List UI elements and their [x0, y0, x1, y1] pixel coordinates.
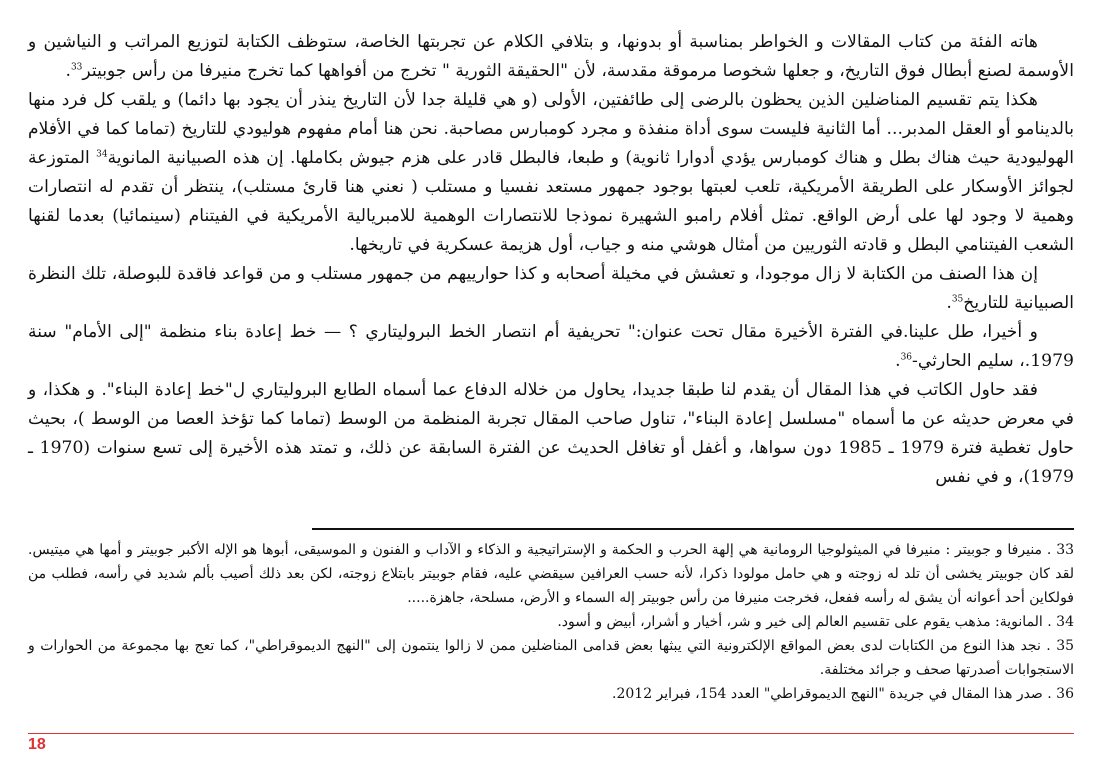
footnote-number: 35	[1056, 638, 1075, 654]
footnote-35: 35 . نجد هذا النوع من الكتابات لدى بعض المواقع الإلكترونية التي يبثها بعض قدامى المناضلين ممن لا زالوا ينتمون إلى "النهج الديموقراطي"، كما تعج بها مجموعة من الحوارات و الاستجوابات أصدرتها صحف و جرائد مختلفة.	[28, 638, 1075, 678]
footnotes	[28, 528, 1074, 706]
footnote-number: 34	[1056, 614, 1074, 630]
page-bottom-rule	[28, 733, 1074, 734]
footnote-ref-35[interactable]: 35	[951, 294, 964, 305]
footnote-33: 33 . منيرفا و جوبيتر : منيرفا في الميثولوجيا الرومانية هي إلهة الحرب و الحكمة و الإستراتيجية و الذكاء و الآداب و الفنون و الموسيقى، أبوها هو الإله الأكبر جوبيتر و أمها هي ميتيس. لقد كان جوبيتر يخشى أن تلد له زوجته و هي حامل مولودا ذكرا، لأنه حسب العرافين سيقضي عليه، فقام جوبيتر بابتلاع زوجته، لكن بعد ذلك أصيب بألم شديد في رأسه، فطلب من فولكاين أحد أعوانه أن يشق له رأسه ففعل، فخرجت منيرفا من رأس جوبيتر إله السماء و الأرض، مسلحة، جاهزة.....	[28, 542, 1075, 606]
main-text	[28, 28, 1074, 492]
footnote-36: 36 . صدر هذا المقال في جريدة "النهج الديموقراطي" العدد 154، فبراير 2012.	[612, 686, 1074, 702]
footnote-divider	[312, 528, 1074, 530]
footnote-number: 33	[1056, 542, 1075, 558]
page-number: 18	[28, 736, 46, 753]
page-body	[28, 28, 1074, 492]
paragraph-5: فقد حاول الكاتب في هذا المقال أن يقدم لنا طبقا جديدا، يحاول من خلاله الدفاع عما أسماه الطابع البروليتاري ل"خط إعادة البناء". و هكذا، و في معرض حديثه عن ما أسماه "مسلسل إعادة البناء"، تناول صاحب المقال تجربة المنظمة من الوسط (تماما كما تؤخذ العصا من الوسط )، بحيث حاول تغطية فترة 1979 ـ 1985 دون سواها، و أغفل أو تغافل الحديث عن الفترة السابقة عن ذلك، و تمتد هذه الأخيرة إلى تسع سنوات (1970 ـ 1979)، و في نفس	[28, 380, 1074, 487]
footnote-34: 34 . المانوية: مذهب يقوم على تقسيم العالم إلى خير و شر، أخيار و أشرار، أبيض و أسود.	[557, 614, 1074, 630]
paragraph-1: هاته الفئة من كتاب المقالات و الخواطر بمناسبة أو بدونها، و بتلافي الكلام عن تجربتها الخاصة، ستوظف الكتابة لتوزيع المراتب و النياشين و الأوسمة لصنع أبطال فوق التاريخ، و جعلها شخوصا مرموقة مقدسة، لأن "الحقيقة الثورية " تخرج من أفواهها كما تخرج منيرفا من رأس جوبيتر$^{33}$.	[28, 32, 1074, 81]
footnote-ref-34[interactable]: 34	[96, 149, 108, 160]
paragraph-4: و أخيرا، طل علينا.في الفترة الأخيرة مقال تحت عنوان:" تحريفية أم انتصار الخط البروليتاري ؟ — خط إعادة بناء منظمة "إلى الأمام" سنة 1979.، سليم الحارثي-$^{36}$.	[28, 322, 1074, 371]
paragraph-2: هكذا يتم تقسيم المناضلين الذين يحظون بالرضى إلى طائفتين، الأولى (و هي قليلة جدا لأن التاريخ ينذر أن يجود بها دائما) و يلقب كل فرد منها بالدينامو أو العقل المدبر... أما الثانية فليست سوى أداة منفذة و مجرد كومبارس مصاحبة. نحن هنا أمام مفهوم هوليودي للتاريخ (تماما كما في الأفلام الهوليودية حيث هناك بطل و هناك كومبارس يؤدي أدوارا ثانوية) و طبعا، فالبطل قادر على هزم جيوش بكاملها. إن هذه الصبيانية المانوية$^{34}$ المتوزعة لجوائز الأوسكار على الطريقة الأمريكية، تلعب لعبتها بوجود جمهور مستعد نفسيا و مستلب ( نعني هنا قارئ مستلب)، ينتظر أن تقدم له انتصارات وهمية لا وجود لها على أرض الواقع. تمثل أفلام رامبو الشهيرة نموذجا للانتصارات الوهمية للامبريالية الأمريكية في الفيتنام (سينمائيا) بعدما لقنها الشعب الفيتنامي البطل و قادته الثوريين من أمثال هوشي منه و جياب، أول هزيمة عسكرية في تاريخها.	[28, 90, 1075, 255]
footnote-ref-36[interactable]: 36	[900, 352, 913, 363]
footnote-number: 36	[1056, 686, 1074, 702]
paragraph-3: إن هذا الصنف من الكتابة لا زال موجودا، و تعشش في مخيلة أصحابه و كذا حوارييهم من جمهور مستلب و من قواعد فاقدة للبوصلة، تلك النظرة الصبيانية للتاريخ$^{35}$.	[28, 264, 1074, 313]
footnote-ref-33[interactable]: 33	[70, 62, 83, 73]
